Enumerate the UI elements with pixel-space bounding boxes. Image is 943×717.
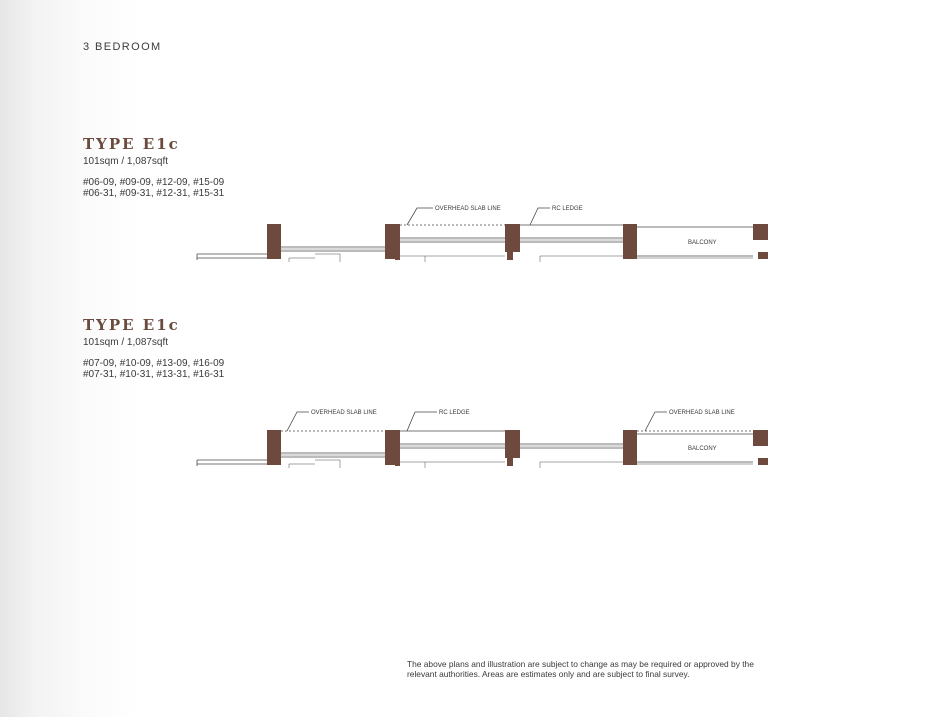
balcony-label: BALCONY [688,240,717,246]
unit-area: 101sqm / 1,087sqft [83,156,169,167]
unit-block-1 [83,135,224,199]
unit-numbers-line: #07-09, #10-09, #13-09, #16-09 [83,358,225,369]
floor-plan-drawing [195,404,775,476]
unit-type-title: TYPE E1c [83,316,180,334]
overhead-slab-line-label: OVERHEAD SLAB LINE [311,410,377,416]
rc-ledge-label: RC LEDGE [552,206,583,212]
unit-numbers-line: #06-31, #09-31, #12-31, #15-31 [83,188,225,199]
overhead-slab-line-label: OVERHEAD SLAB LINE [669,410,735,416]
unit-block-2 [83,316,224,380]
disclaimer-text [407,660,877,679]
unit-area: 101sqm / 1,087sqft [83,337,169,348]
unit-numbers-line: #07-31, #10-31, #13-31, #16-31 [83,369,225,380]
balcony-label: BALCONY [688,446,717,452]
unit-numbers [83,358,224,380]
disclaimer-line: relevant authorities. Areas are estimates only and are subject to final survey. [407,668,690,679]
disclaimer-line: The above plans and illustration are subject to change as may be required or approved by the [407,659,754,669]
unit-type-title: TYPE E1c [83,135,180,153]
overhead-slab-line-label: OVERHEAD SLAB LINE [435,206,501,212]
unit-numbers-line: #06-09, #09-09, #12-09, #15-09 [83,177,225,188]
floor-plan-2 [195,404,775,476]
floor-plan-1 [195,198,775,270]
category-heading: 3 BEDROOM [83,41,162,53]
floor-plan-drawing [195,198,775,270]
rc-ledge-label: RC LEDGE [439,410,470,416]
unit-numbers [83,177,224,199]
